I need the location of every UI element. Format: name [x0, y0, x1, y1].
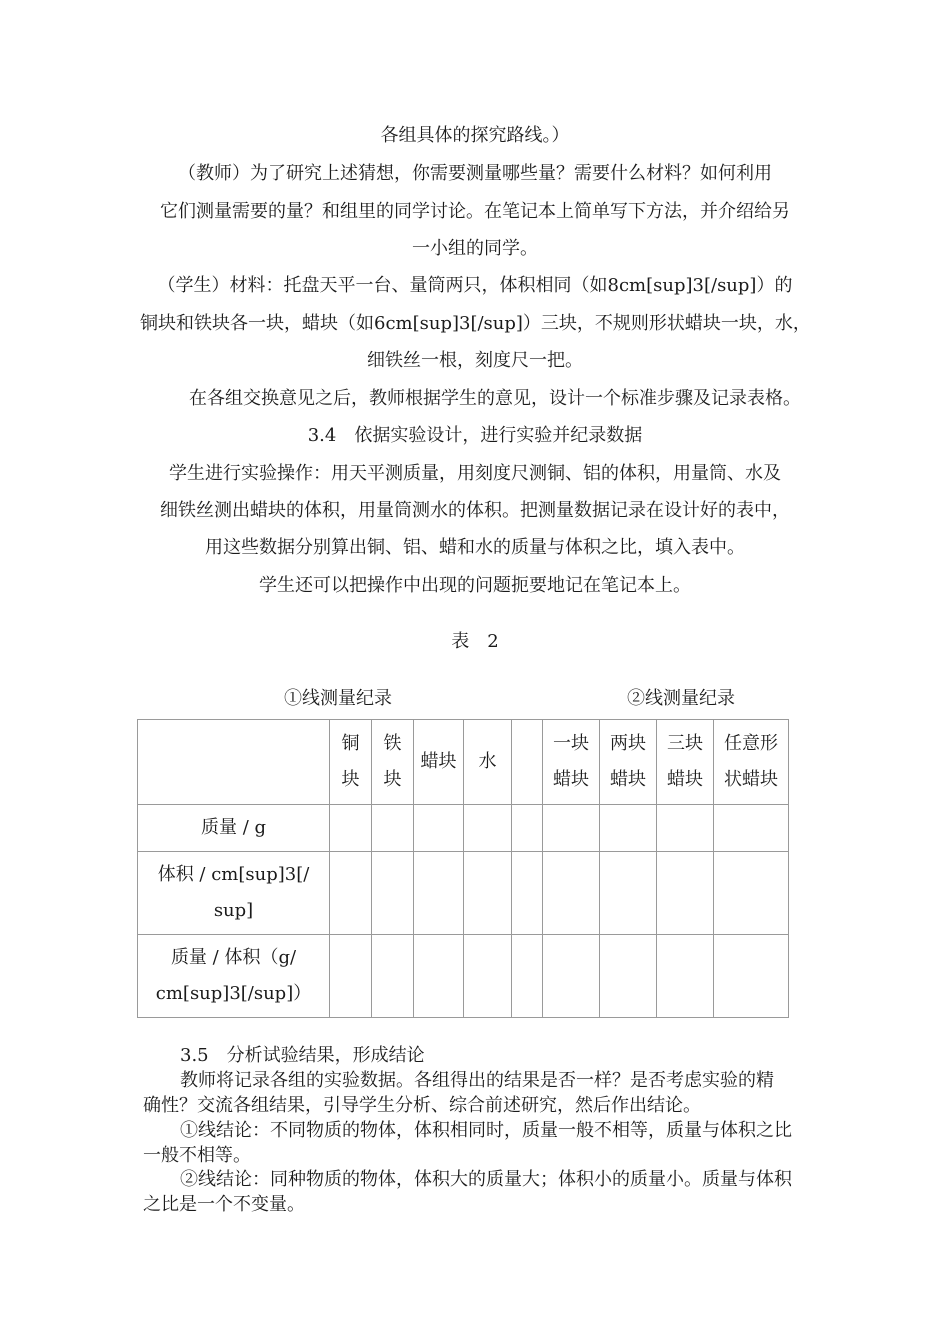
header-water: 水: [464, 720, 512, 805]
table-cell: [543, 805, 600, 852]
table-cell: [464, 805, 512, 852]
row-label-volume: 体积 / cm[sup]3[/ sup]: [138, 852, 330, 935]
header-iron: 铁 块: [372, 720, 414, 805]
table-cell: [657, 852, 714, 935]
paragraph-materials-line2: 铜块和铁块各一块，蜡块（如6cm[sup]3[/sup]）三块，不规则形状蜡块一块，水，: [140, 313, 811, 334]
paragraph-operation-line1: 学生进行实验操作：用天平测质量，用刻度尺测铜、铝的体积，用量筒、水及: [169, 463, 781, 484]
paragraph-analysis-line2: 确性？交流各组结果，引导学生分析、综合前述研究，然后作出结论。: [143, 1095, 701, 1116]
measurement-table: [137, 719, 789, 1018]
table-cell: [714, 805, 789, 852]
table-caption: 表 2: [451, 631, 499, 652]
header-wax: 蜡块: [414, 720, 464, 805]
table-row-ratio: [138, 935, 789, 1018]
paragraph-conclusion1-line1: ①线结论：不同物质的物体，体积相同时，质量一般不相等，质量与体积之比: [180, 1120, 792, 1141]
paragraph-route: 各组具体的探究路线。）: [380, 125, 570, 146]
table-cell: [657, 805, 714, 852]
label-line2-record: ②线测量纪录: [627, 688, 735, 709]
table-cell: [600, 805, 657, 852]
paragraph-teacher-line2: 它们测量需要的量？和组里的同学讨论。在笔记本上简单写下方法，并介绍给另: [160, 201, 790, 222]
table-corner-cell: [138, 720, 330, 805]
paragraph-operation-line3: 用这些数据分别算出铜、铝、蜡和水的质量与体积之比，填入表中。: [205, 537, 745, 558]
table-cell: [372, 935, 414, 1018]
table-cell: [512, 805, 543, 852]
table-cell: [714, 852, 789, 935]
table-cell: [414, 935, 464, 1018]
header-two-wax: 两块 蜡块: [600, 720, 657, 805]
table-row-mass: [138, 805, 789, 852]
header-one-wax: 一块 蜡块: [543, 720, 600, 805]
table-cell: [600, 935, 657, 1018]
table-cell: [512, 935, 543, 1018]
section-heading-3-4: 3.4 依据实验设计，进行实验并纪录数据: [307, 425, 643, 446]
header-irregular-wax: 任意形 状蜡块: [714, 720, 789, 805]
paragraph-conclusion2-line2: 之比是一个不变量。: [143, 1194, 305, 1215]
table-cell: [330, 935, 372, 1018]
table-cell: [372, 852, 414, 935]
table-cell: [464, 852, 512, 935]
paragraph-exchange: 在各组交换意见之后，教师根据学生的意见，设计一个标准步骤及记录表格。: [189, 388, 801, 409]
section-heading-3-5: 3.5 分析试验结果，形成结论: [180, 1045, 425, 1066]
table-cell: [414, 805, 464, 852]
table-cell: [372, 805, 414, 852]
table-cell: [714, 935, 789, 1018]
paragraph-materials-line3: 细铁丝一根，刻度尺一把。: [367, 350, 583, 371]
table-cell: [657, 935, 714, 1018]
table-cell: [414, 852, 464, 935]
table-cell: [464, 935, 512, 1018]
table-cell: [600, 852, 657, 935]
label-line1-record: ①线测量纪录: [284, 688, 392, 709]
header-copper: 铜 块: [330, 720, 372, 805]
paragraph-conclusion2-line1: ②线结论：同种物质的物体，体积大的质量大；体积小的质量小。质量与体积: [180, 1169, 792, 1190]
header-spacer: [512, 720, 543, 805]
table-cell: [330, 852, 372, 935]
table-cell: [543, 852, 600, 935]
paragraph-operation-line2: 细铁丝测出蜡块的体积，用量筒测水的体积。把测量数据记录在设计好的表中，: [160, 500, 790, 521]
row-label-ratio: 质量 / 体积（g/ cm[sup]3[/sup]）: [138, 935, 330, 1018]
paragraph-conclusion1-line2: 一般不相等。: [143, 1145, 251, 1166]
paragraph-analysis-line1: 教师将记录各组的实验数据。各组得出的结果是否一样？是否考虑实验的精: [180, 1070, 774, 1091]
paragraph-teacher-line1: （教师）为了研究上述猜想，你需要测量哪些量？需要什么材料？如何利用: [178, 163, 772, 184]
table-header-row: [138, 720, 789, 805]
paragraph-teacher-line3: 一小组的同学。: [412, 238, 538, 259]
table-cell: [330, 805, 372, 852]
paragraph-materials-line1: （学生）材料：托盘天平一台、量筒两只，体积相同（如8cm[sup]3[/sup]）的: [157, 275, 793, 296]
paragraph-notes: 学生还可以把操作中出现的问题扼要地记在笔记本上。: [259, 575, 691, 596]
table-cell: [543, 935, 600, 1018]
header-three-wax: 三块 蜡块: [657, 720, 714, 805]
row-label-mass: 质量 / g: [138, 805, 330, 852]
table-row-volume: [138, 852, 789, 935]
table-cell: [512, 852, 543, 935]
